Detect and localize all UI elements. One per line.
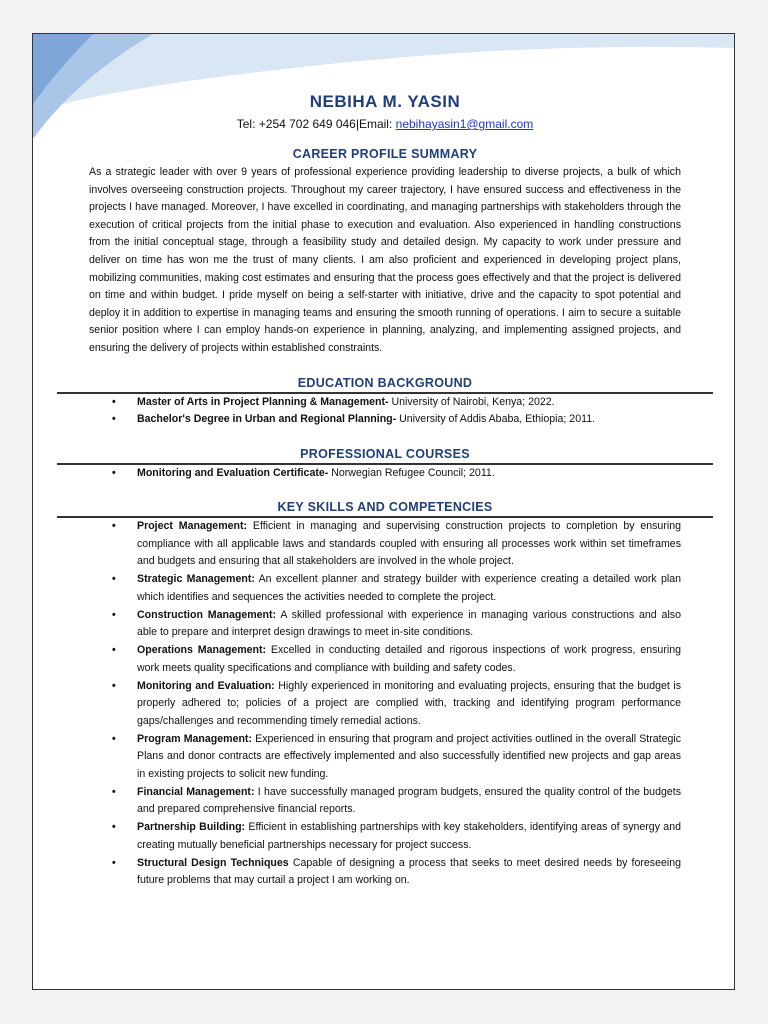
list-item <box>112 571 681 606</box>
item-title: Bachelor's Degree in Urban and Regional Planning- <box>137 413 397 426</box>
item-title: Monitoring and Evaluation Certificate- <box>137 466 329 479</box>
item-title: Strategic Management: <box>137 573 255 586</box>
list-item <box>112 819 681 854</box>
bullet-glyph: • <box>112 413 116 426</box>
resume-page <box>32 33 735 990</box>
career-summary-heading: CAREER PROFILE SUMMARY <box>292 147 478 161</box>
item-title: Project Management: <box>137 520 248 533</box>
item-title: Construction Management: <box>137 608 277 621</box>
candidate-name: NEBIHA M. YASIN <box>309 92 461 111</box>
item-text: University of Addis Ababa, Ethiopia; 2011. <box>396 413 596 426</box>
list-item <box>112 411 681 429</box>
list-item <box>112 678 681 731</box>
item-title: Financial Management: <box>137 785 255 798</box>
bullet-glyph: • <box>112 821 116 834</box>
list-item <box>112 607 681 642</box>
bullet-glyph: • <box>112 608 116 621</box>
list-item <box>112 394 681 412</box>
item-text: Efficient in establishing partnerships with key stakeholders, identifying areas of synergy and creating mutually beneficial partnerships necessary for project success. <box>137 821 681 851</box>
bullet-glyph: • <box>112 732 116 745</box>
resume-content <box>89 90 681 890</box>
courses-list <box>89 465 681 483</box>
item-text: Experienced in ensuring that program and project activities outlined in the overall Strategic Plans and donor contracts are effectively implemented and also successfully identified new projects and gap areas in existing projects to solicit new funding. <box>137 732 681 780</box>
item-text: University of Nairobi, Kenya; 2022. <box>388 395 555 408</box>
career-summary-text: As a strategic leader with over 9 years of professional experience providing leadership to diverse projects, a bulk of which involves overseeing construction projects. Throughout my career trajectory, I have ensured success and effectiveness in the projects I have managed. Moreover, I have excelled in coordinating, and managing partnerships with stakeholders through the execution of critical projects from the initial phase to execution and evaluation. Also experienced in handling constructions from the initial conceptual stage, through a feasibility study and detailed design. My capacity to work under pressure and deliver on time has won me the trust of many clients. I am also proficient and experienced in developing project plans, mobilizing communities, making cost estimates and ensuring that the process goes effectively and that the project is delivered on time and within budget. I pride myself on being a self-starter with initiative, drive and the capacity to spot potential and deploy it in addition to expertise in managing teams and ensuring the smooth running of operations. I aim to secure a suitable senior position where I can employ hands-on experience in planning, analyzing, and implementing assigned projects, and ensuring the delivery of projects within established constraints. <box>89 166 681 354</box>
skills-list <box>89 518 681 890</box>
bullet-glyph: • <box>112 573 116 586</box>
item-text: Efficient in managing and supervising construction projects to completion by ensuring compliance with all applicable laws and standards coupled with ensuring all processes work within set timeframes and budgets and ensuring that all stakeholders are involved in the whole project. <box>137 520 681 568</box>
skills-heading: KEY SKILLS AND COMPETENCIES <box>277 500 493 515</box>
item-text: Excelled in conducting detailed and rigorous inspections of work progress, ensuring work meets quality specifications and compliance with building and safety codes. <box>137 644 681 674</box>
item-text: I have successfully managed program budgets, ensured the quality control of the budgets and prepared comprehensive financial reports. <box>137 785 681 816</box>
list-item <box>112 731 681 784</box>
bullet-glyph: • <box>112 395 116 408</box>
item-text: Capable of designing a process that seeks to meet desired needs by foreseeing future problems that may curtail a project I am working on. <box>137 856 682 887</box>
list-item <box>112 465 681 483</box>
courses-heading: PROFESSIONAL COURSES <box>300 446 470 461</box>
education-heading: EDUCATION BACKGROUND <box>297 375 473 390</box>
bullet-glyph: • <box>112 856 116 869</box>
item-title: Structural Design Techniques <box>137 856 289 869</box>
bullet-glyph: • <box>112 785 116 798</box>
bullet-glyph: • <box>112 644 116 657</box>
list-item <box>112 855 682 890</box>
item-title: Monitoring and Evaluation: <box>137 679 275 692</box>
item-title: Master of Arts in Project Planning & Management- <box>137 395 389 408</box>
item-text: An excellent planner and strategy builder with experience creating a detailed work plan which identifies and sequences the activities needed to complete the project. <box>137 573 681 603</box>
education-list <box>89 394 681 429</box>
bullet-glyph: • <box>112 679 116 692</box>
list-item <box>112 518 681 571</box>
item-text: Highly experienced in monitoring and evaluating projects, ensuring that the budget is properly adhered to; policies of a project are complied with, tracking and identifying program performance gaps/challenges and recommending timely remedial actions. <box>137 679 681 727</box>
bullet-glyph: • <box>112 520 116 533</box>
item-text: Norwegian Refugee Council; 2011. <box>328 466 495 479</box>
item-text: A skilled professional with experience in managing various constructions and also able to prepare and interpret design drawings to meet in-site conditions. <box>137 608 681 639</box>
contact-phone-text: Tel: +254 702 649 046|Email: <box>236 117 396 131</box>
item-title: Operations Management: <box>137 644 267 657</box>
item-title: Program Management: <box>137 732 252 745</box>
item-title: Partnership Building: <box>137 821 246 834</box>
list-item <box>112 784 681 819</box>
contact-line <box>89 114 681 134</box>
email-link[interactable]: nebihayasin1@gmail.com <box>395 117 534 131</box>
list-item <box>112 642 681 677</box>
bullet-glyph: • <box>112 466 116 479</box>
